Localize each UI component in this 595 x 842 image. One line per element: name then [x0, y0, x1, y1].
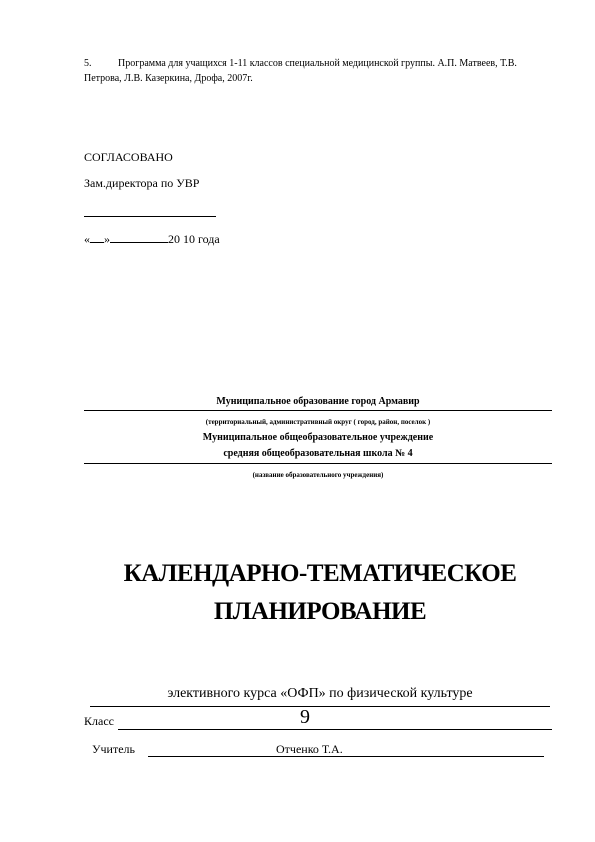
- institution-line-1: Муниципальное общеобразовательное учреждение: [202, 432, 434, 443]
- reference-number: 5.: [84, 58, 92, 69]
- title-line-2: ПЛАНИРОВАНИЕ: [213, 598, 427, 625]
- class-underline: [118, 729, 552, 730]
- institution-caption: (название образовательного учреждения): [252, 471, 384, 479]
- date-open-quote: «: [84, 232, 90, 246]
- date-close-quote: »: [104, 232, 110, 246]
- reference-text: Программа для учащихся 1-11 классов специальной медицинской группы. А.П. Матвеев, Т.В. Петрова, Л.В. Казеркина, Дрофа, 2007г.: [84, 58, 517, 84]
- date-day-blank: [90, 232, 104, 243]
- reference-item: [84, 56, 554, 86]
- teacher-label: Учитель: [92, 742, 135, 756]
- institution-line-2: средняя общеобразовательная школа № 4: [223, 448, 413, 459]
- date-year: 20 10 года: [168, 232, 220, 246]
- municipality: Муниципальное образование город Армавир: [216, 396, 420, 407]
- signature-line: [84, 216, 216, 217]
- class-label: Класс: [84, 714, 114, 728]
- approval-date: [84, 232, 220, 247]
- teacher-underline: [148, 756, 544, 757]
- approval-position: Зам.директора по УВР: [84, 176, 200, 190]
- municipality-rule: [84, 410, 552, 411]
- class-value: 9: [300, 706, 310, 728]
- course-name: элективного курса «ОФП» по физической культуре: [167, 686, 473, 701]
- date-month-blank: [110, 232, 168, 243]
- approval-heading: СОГЛАСОВАНО: [84, 150, 173, 164]
- course-underline: [90, 706, 550, 707]
- teacher-value: Отченко Т.А.: [276, 742, 343, 756]
- territory-caption: (территориальный, административный округ ( город, район, поселок ): [205, 418, 431, 426]
- title-line-1: КАЛЕНДАРНО-ТЕМАТИЧЕСКОЕ: [123, 560, 517, 587]
- institution-rule: [84, 463, 552, 464]
